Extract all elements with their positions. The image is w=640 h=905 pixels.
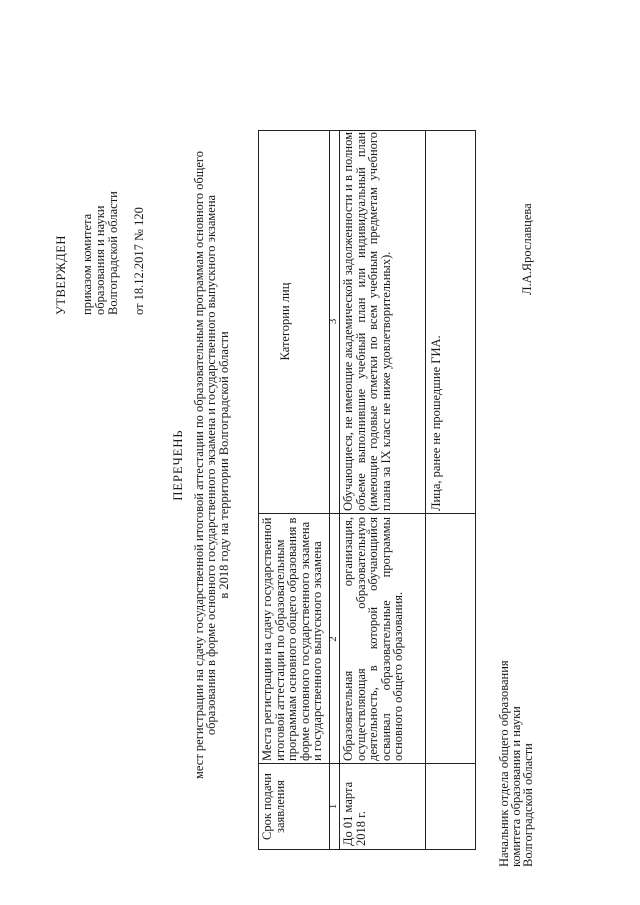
signature-position-line: комитета образования и науки: [509, 706, 523, 867]
column-number: 1: [327, 803, 339, 810]
column-number: 3: [327, 318, 339, 325]
row-place: Образовательная организация, осуществляющая образовательную деятельность, в которой обучающийся осваивал образовательные программы основного общего образования.: [341, 517, 405, 761]
approval-title: УТВЕРЖДЕН: [54, 235, 68, 315]
row-place: [426, 514, 476, 764]
approval-block: [55, 15, 146, 315]
signer-name: Л.А.Ярославцева: [520, 203, 534, 295]
document-heading: [172, 65, 230, 865]
document-subtitle-line: в 2018 году на территории Волгоградской области: [216, 331, 231, 599]
row-category: Лица, ранее не прошедшие ГИА.: [429, 335, 443, 511]
column-number: 2: [327, 636, 339, 642]
signature-position-line: Начальник отдела общего образования: [497, 660, 511, 867]
header-deadline: Срок подачи заявления: [260, 773, 287, 840]
row-deadline: [426, 764, 476, 849]
approval-line: образования и науки: [93, 205, 107, 315]
document-title: ПЕРЕЧЕНЬ: [171, 429, 185, 501]
approval-line: приказом комитета: [80, 213, 94, 315]
signature-position-line: Волгоградской области: [521, 743, 535, 867]
approval-line: Волгоградской области: [106, 191, 120, 315]
row-deadline: До 01 марта 2018 г.: [341, 781, 368, 846]
row-category: Обучающиеся, не имеющие академической задолженности и в полном объеме выполнившие учебный план или индивидуальный план (имеющие годовые отметки по всем учебным предметам учебного плана за IX класс не ниже удовлетворительных).: [341, 132, 393, 511]
header-category: Категории лиц: [278, 282, 292, 361]
document-subtitle-line: образования в форме основного государственного экзамена и государственного выпускного экзамена: [204, 194, 218, 736]
document-subtitle-line: мест регистрации на сдачу государственной итоговой аттестации по образовательным программам основного общего: [191, 151, 206, 779]
signature-position: [498, 607, 534, 867]
header-place: Места регистрации на сдачу государственной итоговой аттестации по образовательным программам основного общего образования в форме основного государственного экзамена и государственного выпускного экзамена: [260, 517, 324, 761]
registration-table: [258, 130, 476, 850]
approval-date: от 18.12.2017 № 120: [132, 207, 146, 315]
